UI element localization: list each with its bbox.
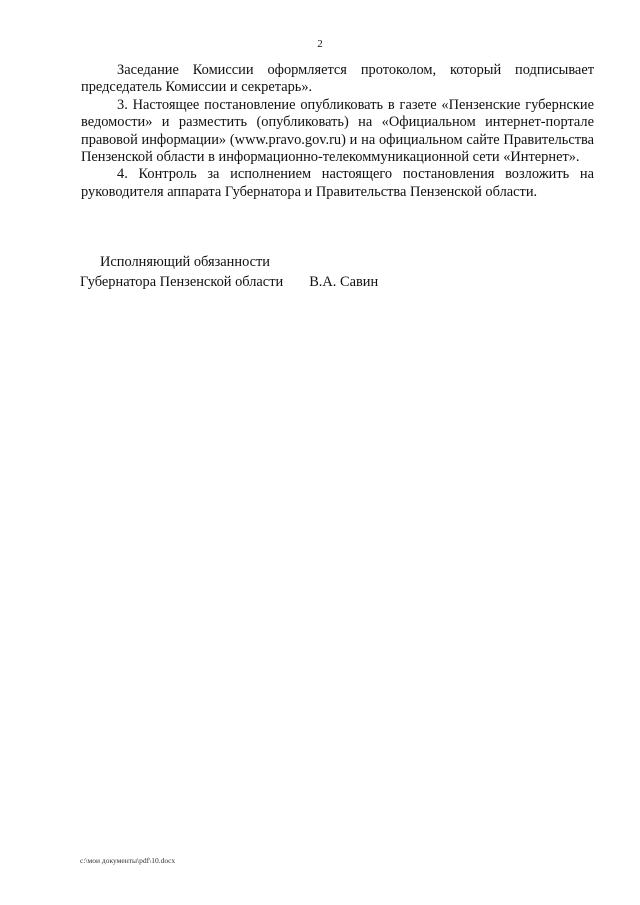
signatory-line-2 [80,272,378,292]
paragraph-publication: 3. Настоящее постановление опубликовать в газете «Пензенские губернские ведомости» и разместить (опубликовать) на «Официальном интернет-портале правовой информации» (www.pravo.gov.ru) и на официальном сайте Правительства Пензенской области в информационно-телекоммуникационной сети «Интернет». [81,96,594,166]
page-number: 2 [317,38,323,50]
paragraph-commission-protocol: Заседание Комиссии оформляется протоколом, который подписывает председатель Комиссии и секретарь». [81,62,594,96]
document-body [81,62,594,201]
signatory-name: В.А. Савин [309,274,379,290]
signature-block [80,252,378,292]
paragraph-control: 4. Контроль за исполнением настоящего постановления возложить на руководителя аппарата Губернатора и Правительства Пензенской области. [81,166,594,200]
signatory-title-line-2: Губернатора Пензенской области [80,274,284,290]
signatory-title-line-1: Исполняющий обязанности [100,254,271,270]
footer-file-path: c:\мои документы\pdf\10.docx [80,856,176,865]
